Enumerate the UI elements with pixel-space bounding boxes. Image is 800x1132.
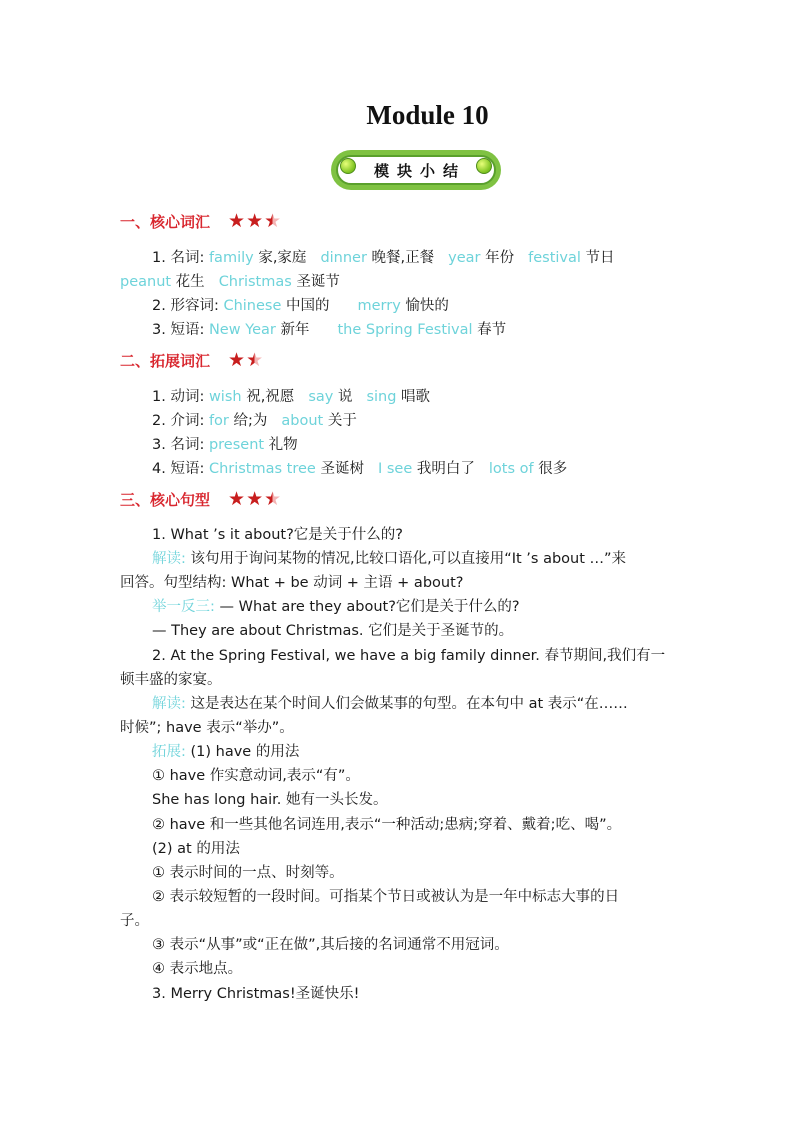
star-half-icon: ★ bbox=[264, 210, 282, 232]
ext-line-nouns: 3. 名词: present 礼物 bbox=[152, 437, 298, 453]
sentence-1: 1. What ’s it about?它是关于什么的? bbox=[152, 527, 403, 543]
green-dot-icon bbox=[476, 158, 492, 174]
have-example: She has long hair. 她有一头长发。 bbox=[152, 792, 388, 808]
extension-have-heading: 拓展: (1) have 的用法 bbox=[152, 744, 300, 760]
ext-line-prepositions: 2. 介词: for 给;为 about 关于 bbox=[152, 413, 357, 429]
sentence-3: 3. Merry Christmas!圣诞快乐! bbox=[152, 986, 360, 1002]
sentence-2-reading-cont: 时候”; have 表示“举办”。 bbox=[120, 720, 294, 736]
section-heading-extended-vocab: 二、拓展词汇 ★ ★ bbox=[120, 349, 264, 371]
at-usage-2: ② 表示较短暂的一段时间。可指某个节日或被认为是一年中标志大事的日 bbox=[152, 889, 620, 905]
star-half-icon: ★ bbox=[264, 488, 282, 510]
page-title: Module 10 bbox=[366, 100, 489, 130]
star-icon: ★ bbox=[246, 210, 264, 232]
star-icon: ★ bbox=[228, 488, 246, 510]
have-usage-1: ① have 作实意动词,表示“有”。 bbox=[152, 768, 360, 784]
at-usage-4: ④ 表示地点。 bbox=[152, 961, 243, 977]
vocab-line-nouns: 1. 名词: family 家,家庭 dinner 晚餐,正餐 year 年份 festival 节日 bbox=[152, 250, 615, 266]
sentence-1-example-2: — They are about Christmas. 它们是关于圣诞节的。 bbox=[152, 623, 514, 639]
section-heading-core-sentences: 三、核心句型 ★ ★ ★ bbox=[120, 488, 282, 510]
sentence-1-example-1: 举一反三: — What are they about?它们是关于什么的? bbox=[152, 599, 520, 615]
sentence-1-reading-cont: 回答。句型结构: What + be 动词 + 主语 + about? bbox=[120, 575, 464, 591]
sentence-2-reading: 解读: 这是表达在某个时间人们会做某事的句型。在本句中 at 表示“在…… bbox=[152, 696, 628, 712]
at-usage-2-cont: 子。 bbox=[120, 913, 149, 929]
at-usage-heading: (2) at 的用法 bbox=[152, 841, 240, 857]
star-half-icon: ★ bbox=[246, 349, 264, 371]
rating-stars bbox=[228, 351, 263, 370]
star-icon: ★ bbox=[228, 349, 246, 371]
sentence-2: 2. At the Spring Festival, we have a big family dinner. 春节期间,我们有一 bbox=[152, 648, 666, 664]
vocab-line-phrases: 3. 短语: New Year 新年 the Spring Festival 春节 bbox=[152, 322, 507, 338]
ext-line-verbs: 1. 动词: wish 祝,祝愿 say 说 sing 唱歌 bbox=[152, 389, 431, 405]
badge-label: 模块小结 bbox=[373, 161, 466, 180]
summary-badge bbox=[331, 150, 501, 190]
star-icon: ★ bbox=[228, 210, 246, 232]
ext-line-phrases: 4. 短语: Christmas tree 圣诞树 I see 我明白了 lots of 很多 bbox=[152, 461, 568, 477]
at-usage-1: ① 表示时间的一点、时刻等。 bbox=[152, 865, 344, 881]
sentence-2-cont: 顿丰盛的家宴。 bbox=[120, 672, 222, 688]
rating-stars bbox=[228, 212, 281, 231]
have-usage-2: ② have 和一些其他名词连用,表示“一种活动;患病;穿着、戴着;吃、喝”。 bbox=[152, 817, 622, 833]
green-dot-icon bbox=[340, 158, 356, 174]
section-heading-core-vocab: 一、核心词汇 ★ ★ ★ bbox=[120, 210, 282, 232]
star-icon: ★ bbox=[246, 488, 264, 510]
vocab-line-nouns-cont: peanut 花生 Christmas 圣诞节 bbox=[120, 274, 340, 290]
sentence-1-reading: 解读: 该句用于询问某物的情况,比较口语化,可以直接用“It ’s about …”来 bbox=[152, 551, 627, 567]
at-usage-3: ③ 表示“从事”或“正在做”,其后接的名词通常不用冠词。 bbox=[152, 937, 509, 953]
vocab-line-adjectives: 2. 形容词: Chinese 中国的 merry 愉快的 bbox=[152, 298, 449, 314]
rating-stars bbox=[228, 490, 281, 509]
